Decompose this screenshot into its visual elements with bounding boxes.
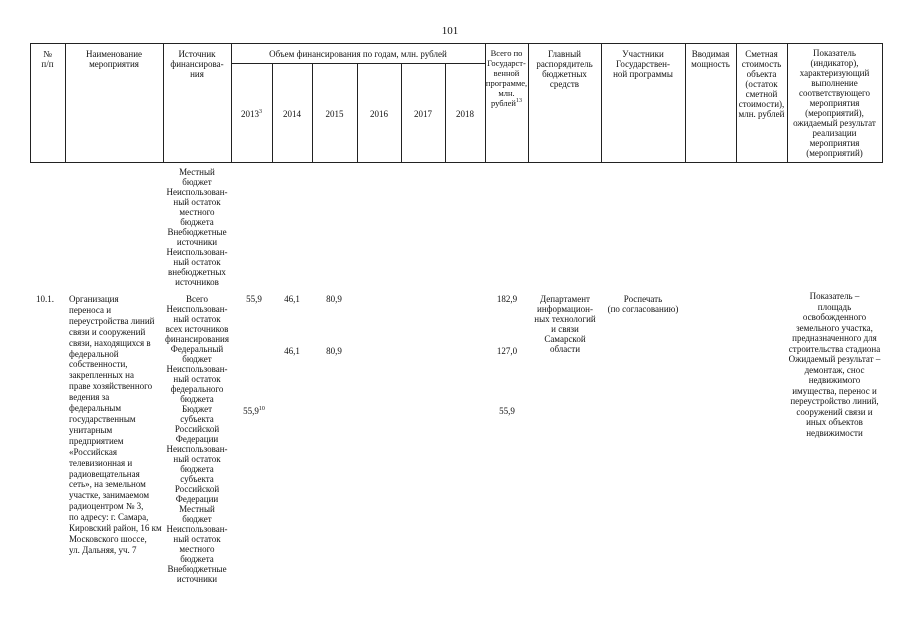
header-funding: Объем финансирования по годам, млн. рублей bbox=[269, 49, 447, 59]
row-manager: Департамент информацион- ных технологий и связи Самарской области bbox=[534, 294, 596, 354]
header-year-2013: 2013$^3$ bbox=[241, 109, 262, 119]
row-participants: Роспечать (по согласованию) bbox=[607, 294, 679, 314]
header-participants: Участники Государствен- ной программы bbox=[613, 49, 673, 79]
header-year-2016: 2016 bbox=[370, 109, 388, 119]
value-federal-2014: 46,1 bbox=[284, 346, 300, 356]
value-federal-total: 127,0 bbox=[496, 346, 518, 356]
header-indicator: Показатель (индикатор), характеризующий выполнение соответствующего мероприятия (мероприятий), ожидаемый результат реализации мероприятия (мероприятий) bbox=[793, 48, 876, 158]
header-name: Наименование мероприятия bbox=[85, 49, 143, 69]
value-total-program: 182,9 bbox=[496, 294, 518, 304]
header-estimate: Сметная стоимость объекта (остаток сметной стоимости), млн. рублей bbox=[738, 49, 785, 119]
header-year-2015: 2015 bbox=[325, 109, 344, 119]
header-year-2014: 2014 bbox=[283, 109, 301, 119]
value-regional-total: 55,9 bbox=[499, 406, 515, 416]
header-num: № п/п bbox=[41, 49, 54, 69]
value-total-2015: 80,9 bbox=[326, 294, 342, 304]
row-sources-list: Всего Неиспользован- ный остаток всех источников финансирования Федеральный бюджет Неиспользован- ный остаток федерального бюджета Бюджет субъекта Российской Федерации Неиспользован- ный остаток бюджета субъекта Российской Федерации Местный бюджет Неиспользован- ный остаток местного бюджета Внебюджетные источники bbox=[165, 294, 229, 584]
value-total-2013: 55,9 bbox=[246, 294, 262, 304]
table-top-border bbox=[30, 43, 882, 44]
header-capacity: Вводимая мощность bbox=[691, 49, 730, 69]
header-total: Всего по Государст- венной программе, млн. рублей$^{13}$ bbox=[485, 48, 528, 108]
col-line bbox=[231, 43, 232, 163]
row-name: Организация переноса и переустройства линий связи и сооружений связи, находящихся в федеральной собственности, закрепленных на праве хозяйственного ведения за федеральным государственным унитарным предприятием «Российская телевизионная и радиовещательная сеть», на земельном участке, занимаемом радиоцентром № 3, по адресу: г. Самара, Кировский район, 16 км Московского шоссе, ул. Дальняя, уч. 7 bbox=[69, 294, 162, 555]
header-source: Источник финансирова- ния bbox=[170, 49, 224, 79]
header-year-2018: 2018 bbox=[456, 109, 474, 119]
row-number: 10.1. bbox=[36, 294, 54, 304]
funding-subheader-line bbox=[231, 63, 485, 64]
header-bottom-border bbox=[30, 162, 882, 163]
row-indicator: Показатель – площадь освобожденного земельного участка, предназначенного для строительства стадиона Ожидаемый результат – демонтаж, снос недвижимого имущества, перенос и переустройство линий, сооружений связи и иных объектов недвижимости bbox=[788, 291, 881, 438]
value-total-2014: 46,1 bbox=[284, 294, 300, 304]
value-federal-2015: 80,9 bbox=[326, 346, 342, 356]
header-manager: Главный распорядитель бюджетных средств bbox=[536, 49, 593, 89]
col-line bbox=[882, 43, 883, 163]
value-regional-2013: 55,9$^{10}$ bbox=[243, 406, 265, 416]
top-sources-list: Местный бюджет Неиспользован- ный остаток местного бюджета Внебюджетные источники Неиспользован- ный остаток внебюджетных источников bbox=[166, 167, 228, 287]
header-year-2017: 2017 bbox=[414, 109, 432, 119]
page-number: 101 bbox=[441, 25, 459, 37]
